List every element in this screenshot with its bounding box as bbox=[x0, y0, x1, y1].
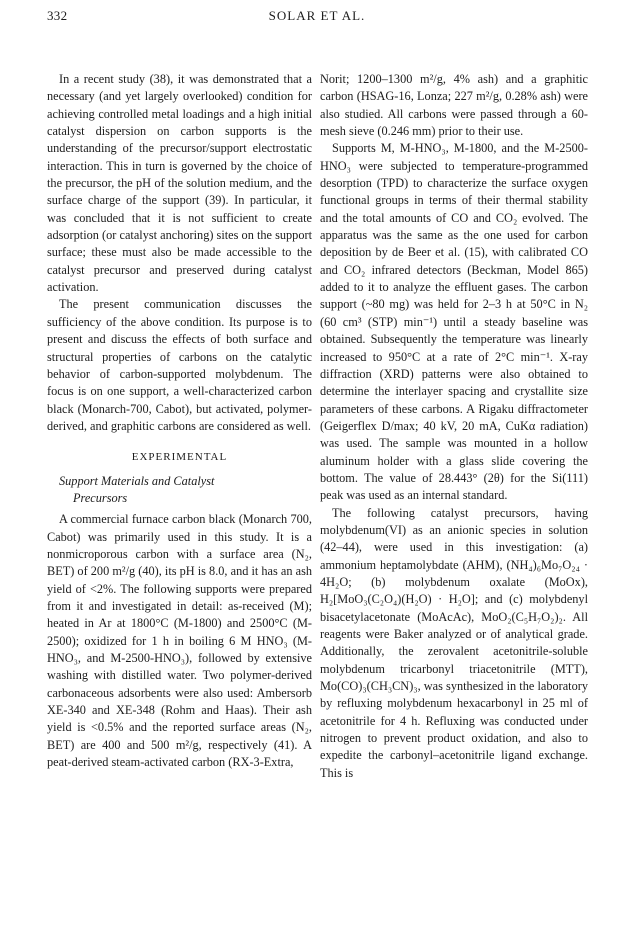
section-heading: EXPERIMENTAL bbox=[131, 451, 228, 464]
paragraph-precursors: The following catalyst precursors, having molybdenum(VI) as an anionic species in solution (42–44), were used in this investigation: (a) ammonium heptamolybdate (AHM), (NH₄)₆Mo₇O₂₄ · 4H₂O; (b) molybdenum oxalate (MoOx), H₂[MoO₃(C₂O₄)(H₂O) · H₂O]; and (c) molybdenyl bisacetylacetonate (MoAcAc), MoO₂(C₅H₇O₂)₂. All reagents were Baker analyzed or of analytical grade. Additionally, the zerovalent acetonitrile-soluble molybdenum tricarbonyl triacetonitrile (MTT), Mo(CO)₃(CH₃CN)₃, was synthesized in the laboratory by refluxing molybdenum hexacarbonyl in 25 ml of acetonitrile for 4 h. Refluxing was conducted under nitrogen to prevent product oxidation, and also to expedite the carbonyl–acetonitrile ligand exchange. This is bbox=[320, 505, 588, 780]
running-title: SOLAR ET AL. bbox=[268, 8, 366, 23]
page-number: 332 bbox=[47, 8, 68, 23]
subsection-heading-line-1: Support Materials and Catalyst bbox=[59, 473, 215, 488]
page-header bbox=[47, 8, 587, 28]
paragraph-tpd: Supports M, M-HNO₃, M-1800, and the M-2500-HNO₃ were subjected to temperature-programmed desorption (TPD) to characterize the surface oxygen functional groups in terms of their thermal stability and the total amounts of CO and CO₂ evolved. The apparatus was the same as the one used for carbon deposition by de Beer et al. (15), with calibrated CO and CO₂ infrared detectors (Beckman, Model 865) added to it to analyze the effluent gases. The carbon support (~80 mg) was held for 2–3 h at 50°C in N₂ (60 cm³ (STP) min⁻¹) until a steady baseline was obtained. Subsequently the temperature was linearly increased to 950°C at a rate of 2°C min⁻¹. X-ray diffraction (XRD) patterns were also obtained to determine the interlayer spacing and crystallite size parameters of these carbons. A Rigaku diffractometer (Geigerflex D/max; 40 kV, 20 mA, CuKα radiation) was used. The sample was mounted in a hollow aluminum holder with a glass slide covering the bottom. The value of 28.443° (2θ) for the Si(111) peak was used as an internal standard. bbox=[320, 141, 588, 503]
subsection-heading-line-2: Precursors bbox=[73, 490, 128, 505]
paragraph-continued: Norit; 1200–1300 m²/g, 4% ash) and a graphitic carbon (HSAG-16, Lonza; 227 m²/g, 0.28% ash) were also studied. All carbons were passed through a 60-mesh sieve (0.246 mm) prior to their use. bbox=[320, 72, 588, 139]
paragraph-intro-2: The present communication discusses the sufficiency of the above condition. Its purpose is to present and discuss the effects of both surface and structural properties of carbons on the catalytic behavior of carbon-supported molybdenum. The focus is on one support, a well-characterized carbon black (Monarch-700, Cabot), but activated, polymer-derived, and graphitic carbons are considered as well. bbox=[47, 297, 312, 433]
right-column bbox=[320, 71, 588, 782]
left-column bbox=[47, 71, 312, 771]
paragraph-intro-1: In a recent study (38), it was demonstrated that a necessary (and yet largely overlooked) condition for achieving controlled metal loadings and a high initial catalyst dispersion on carbon supports is the understanding of the precursor/support electrostatic interaction. This in turn is governed by the choice of the precursor, the pH of the solution medium, and the surface charge of the support (39). In particular, it was concluded that it is not sufficient to create adsorption (or catalyst anchoring) sites on the support surface; these must also be made accessible to the catalyst precursor and preserved during catalyst activation. bbox=[47, 72, 312, 295]
paragraph-support-materials: A commercial furnace carbon black (Monarch 700, Cabot) was primarily used in this study. It is a nonmicroporous carbon with a surface area (N₂, BET) of 200 m²/g (40), its pH is 8.0, and it has an ash yield of <2%. The following supports were prepared from it and investigated in detail: as-received (M); heated in Ar at 1800°C (M-1800) and 2500°C (M-2500); oxidized for 1 h in boiling 6 M HNO₃ (M-HNO₃, and M-2500-HNO₃), followed by extensive washing with distilled water. Two polymer-derived carbonaceous adsorbents were also used: Ambersorb XE-340 and XE-348 (Rohm and Haas). Their ash yield is <0.5% and the reported surface areas (N₂, BET) are 400 and 500 m²/g, respectively (41). A peat-derived steam-activated carbon (RX-3-Extra, bbox=[47, 512, 312, 770]
